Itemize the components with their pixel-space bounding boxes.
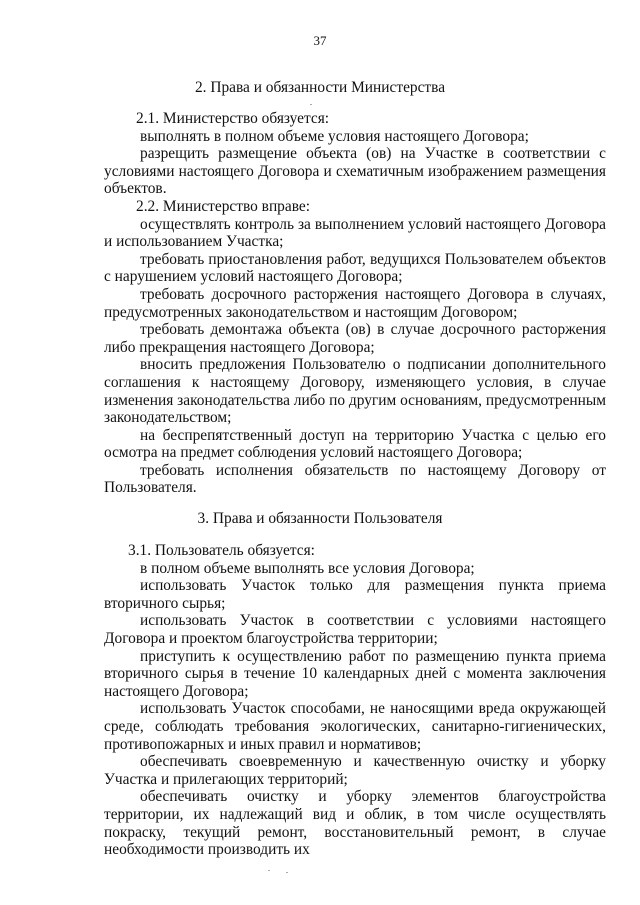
paragraph: требовать демонтажа объекта (ов) в случае досрочного расторжения либо прекращения настоящего Договора; (104, 321, 606, 356)
paragraph: выполнять в полном объеме условия настоящего Договора; (140, 127, 529, 145)
paragraph: в полном объеме выполнять все условия Договора; (140, 559, 475, 577)
paragraph: вносить предложения Пользователю о подписании дополнительного соглашения к настоящему Договору, изменяющего условия, в случае изменения законодательства либо по другим основаниям, предусмотренным законодательством; (104, 356, 606, 427)
paragraph: требовать досрочного расторжения настоящего Договора в случаях, предусмотренных законодательством и настоящим Договором; (104, 285, 606, 321)
paragraph: требовать приостановления работ, ведущихся Пользователем объектов с нарушением условий настоящего Договора; (104, 250, 606, 286)
section-3-body (104, 542, 606, 859)
clause-2-2: 2.2. Министерство вправе: (136, 197, 310, 215)
paragraph: использовать Участок только для размещения пункта приема вторичного сырья; (104, 577, 606, 612)
section-2-heading: 2. Права и обязанности Министерства (194, 79, 446, 96)
clause-3-1: 3.1. Пользователь обязуется: (128, 542, 315, 559)
paragraph: приступить к осуществлению работ по размещению пункта приема вторичного сырья в течение 10 календарных дней с момента заключения настоящего Договора; (104, 647, 606, 700)
paragraph: осуществлять контроль за выполнением условий настоящего Договора и использованием Участка; (104, 215, 606, 251)
paragraph: разрещить размещение объекта (ов) на Участке в соответствии с условиями настоящего Договора и схематичным изображением размещения объектов. (104, 145, 606, 198)
paragraph: использовать Участок в соответствии с условиями настоящего Договора и проектом благоустройства территории; (104, 612, 606, 647)
scan-speck (310, 104, 312, 105)
page-number: 37 (313, 33, 327, 48)
scan-speck (268, 870, 270, 871)
clause-2-1: 2.1. Министерство обязуется: (136, 110, 330, 127)
paragraph: требовать исполнения обязательств по настоящему Договору от Пользователя. (104, 461, 606, 497)
scan-speck (286, 872, 288, 873)
section-2-body (104, 110, 606, 497)
paragraph: обеспечивать своевременную и качественную очистку и уборку Участка и прилегающих территорий; (104, 753, 606, 788)
section-3-heading: 3. Права и обязанности Пользователя (197, 510, 443, 527)
paragraph: использовать Участок способами, не наносящими вреда окружающей среде, соблюдать требования экологических, санитарно-гигиенических, противопожарных и иных правил и нормативов; (104, 700, 606, 753)
paragraph: обеспечивать очистку и уборку элементов благоустройства территории, их надлежащий вид и облик, в том числе осуществлять покраску, текущий ремонт, восстановительный ремонт, в случае необходимости производить их (104, 788, 606, 859)
paragraph: на беспрепятственный доступ на территорию Участка с целью его осмотра на предмет соблюдения условий настоящего Договора; (104, 426, 606, 462)
